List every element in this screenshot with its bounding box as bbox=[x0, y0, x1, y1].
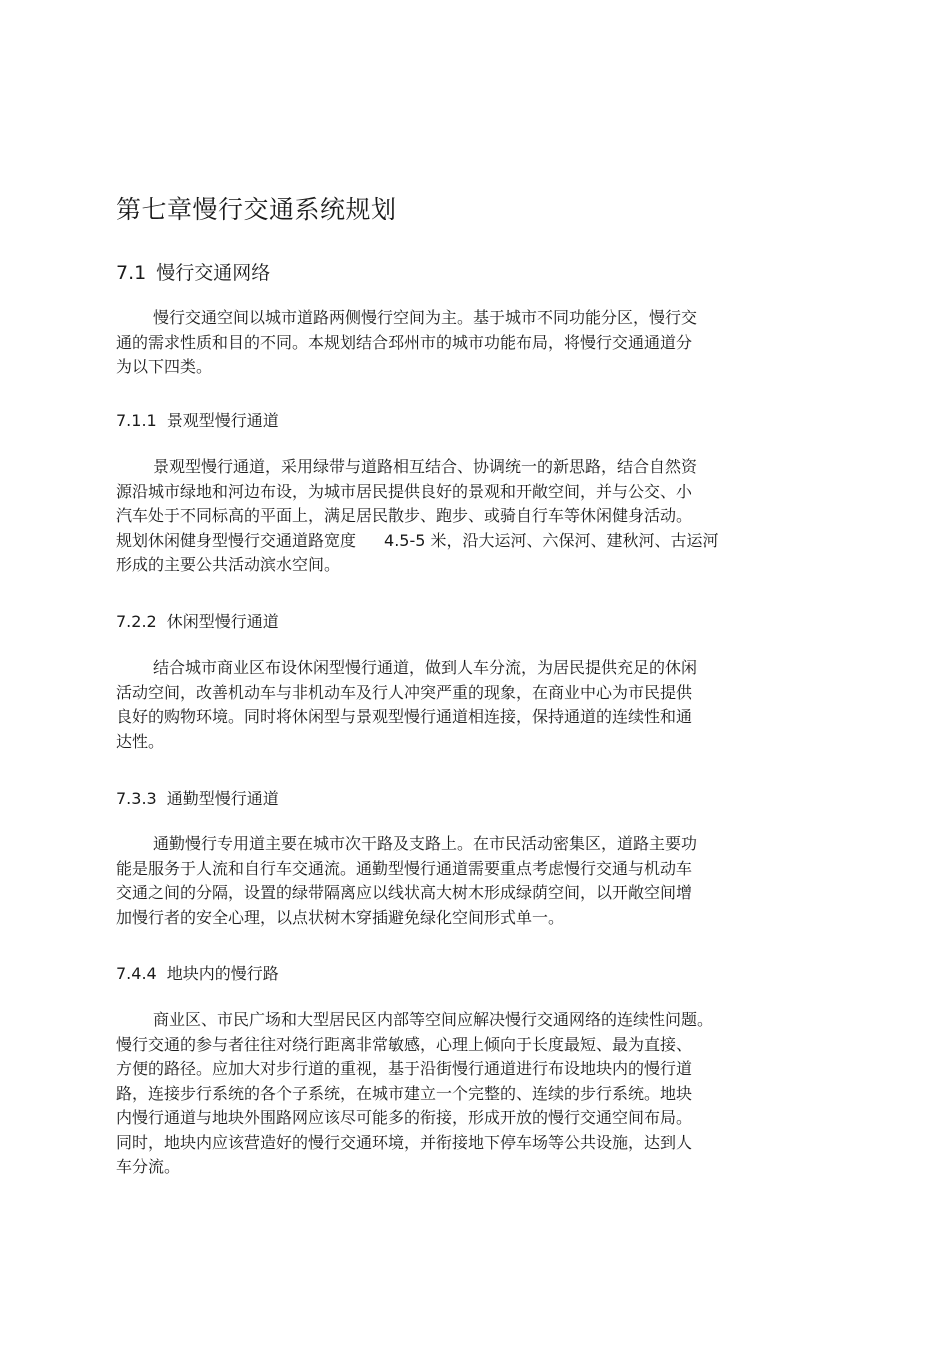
subsection-title-text: 休闲型慢行通道 bbox=[166, 612, 279, 631]
chapter-title: 第七章慢行交通系统规划 bbox=[116, 195, 397, 224]
text-line: 源沿城市绿地和河边布设，为城市居民提供良好的景观和开敞空间，并与公交、小 bbox=[116, 481, 693, 501]
text-line: 加慢行者的安全心理，以点状树木穿插避免绿化空间形式单一。 bbox=[116, 907, 565, 927]
subsection-number: 7.3.3 bbox=[116, 789, 157, 808]
subsection-number: 7.1.1 bbox=[116, 411, 157, 430]
subsection-heading-7-1-1 bbox=[116, 408, 279, 431]
text-line: 商业区、市民广场和大型居民区内部等空间应解决慢行交通网络的连续性问题。 bbox=[153, 1010, 714, 1029]
text-segment: 规划休闲健身型慢行交通道路宽度 bbox=[116, 530, 357, 550]
text-line: 景观型慢行通道，采用绿带与道路相互结合、协调统一的新思路，结合自然资 bbox=[153, 457, 698, 476]
text-line: 路，连接步行系统的各个子系统，在城市建立一个完整的、连续的步行系统。地块 bbox=[116, 1083, 693, 1103]
paragraph-7-2-2 bbox=[116, 656, 796, 754]
subsection-heading-7-2-2 bbox=[116, 609, 279, 632]
paragraph-7-4-4 bbox=[116, 1008, 796, 1180]
text-line: 同时，地块内应该营造好的慢行交通环境，并衔接地下停车场等公共设施，达到人 bbox=[116, 1132, 693, 1152]
text-line: 能是服务于人流和自行车交通流。通勤型慢行通道需要重点考虑慢行交通与机动车 bbox=[116, 858, 693, 878]
section-heading-7-1 bbox=[116, 258, 270, 285]
text-line: 通的需求性质和目的不同。本规划结合邳州市的城市功能布局，将慢行交通通道分 bbox=[116, 332, 693, 352]
text-line: 达性。 bbox=[116, 731, 165, 751]
subsection-title-text: 景观型慢行通道 bbox=[166, 411, 279, 430]
text-line: 慢行交通的参与者往往对绕行距离非常敏感，心理上倾向于长度最短、最为直接、 bbox=[116, 1034, 693, 1054]
subsection-heading-7-4-4 bbox=[116, 961, 279, 984]
text-line: 为以下四类。 bbox=[116, 357, 213, 376]
text-line: 车分流。 bbox=[116, 1157, 181, 1176]
text-line: 形成的主要公共活动滨水空间。 bbox=[116, 555, 341, 574]
text-line: 结合城市商业区布设休闲型慢行通道，做到人车分流，为居民提供充足的休闲 bbox=[153, 658, 698, 677]
paragraph-7-3-3 bbox=[116, 832, 796, 930]
subsection-heading-7-3-3 bbox=[116, 786, 279, 809]
subsection-number: 7.4.4 bbox=[116, 964, 157, 983]
subsection-title-text: 地块内的慢行路 bbox=[166, 964, 279, 983]
text-line: 慢行交通空间以城市道路两侧慢行空间为主。基于城市不同功能分区，慢行交 bbox=[153, 308, 698, 327]
text-line: 内慢行通道与地块外围路网应该尽可能多的衔接，形成开放的慢行交通空间布局。 bbox=[116, 1108, 693, 1127]
paragraph-7-1-1 bbox=[116, 455, 796, 578]
subsection-number: 7.2.2 bbox=[116, 612, 157, 631]
text-line: 方便的路径。应加大对步行道的重视，基于沿街慢行通道进行布设地块内的慢行道 bbox=[116, 1059, 693, 1078]
subsection-title-text: 通勤型慢行通道 bbox=[166, 789, 279, 808]
text-segment: 4.5-5 米，沿大运河、六保河、建秋河、古运河 bbox=[384, 530, 719, 550]
paragraph-7-1-intro bbox=[116, 306, 796, 380]
section-title-text: 慢行交通网络 bbox=[156, 262, 271, 284]
text-line: 良好的购物环境。同时将休闲型与景观型慢行通道相连接，保持通道的连续性和通 bbox=[116, 707, 693, 726]
text-line: 通勤慢行专用道主要在城市次干路及支路上。在市民活动密集区，道路主要功 bbox=[153, 834, 698, 853]
text-line: 交通之间的分隔，设置的绿带隔离应以线状高大树木形成绿荫空间，以开敞空间增 bbox=[116, 883, 693, 902]
text-line: 活动空间，改善机动车与非机动车及行人冲突严重的现象，在商业中心为市民提供 bbox=[116, 682, 693, 702]
section-number: 7.1 bbox=[116, 262, 147, 284]
text-line: 汽车处于不同标高的平面上，满足居民散步、跑步、或骑自行车等休闲健身活动。 bbox=[116, 506, 693, 525]
text-line-split bbox=[116, 529, 796, 554]
